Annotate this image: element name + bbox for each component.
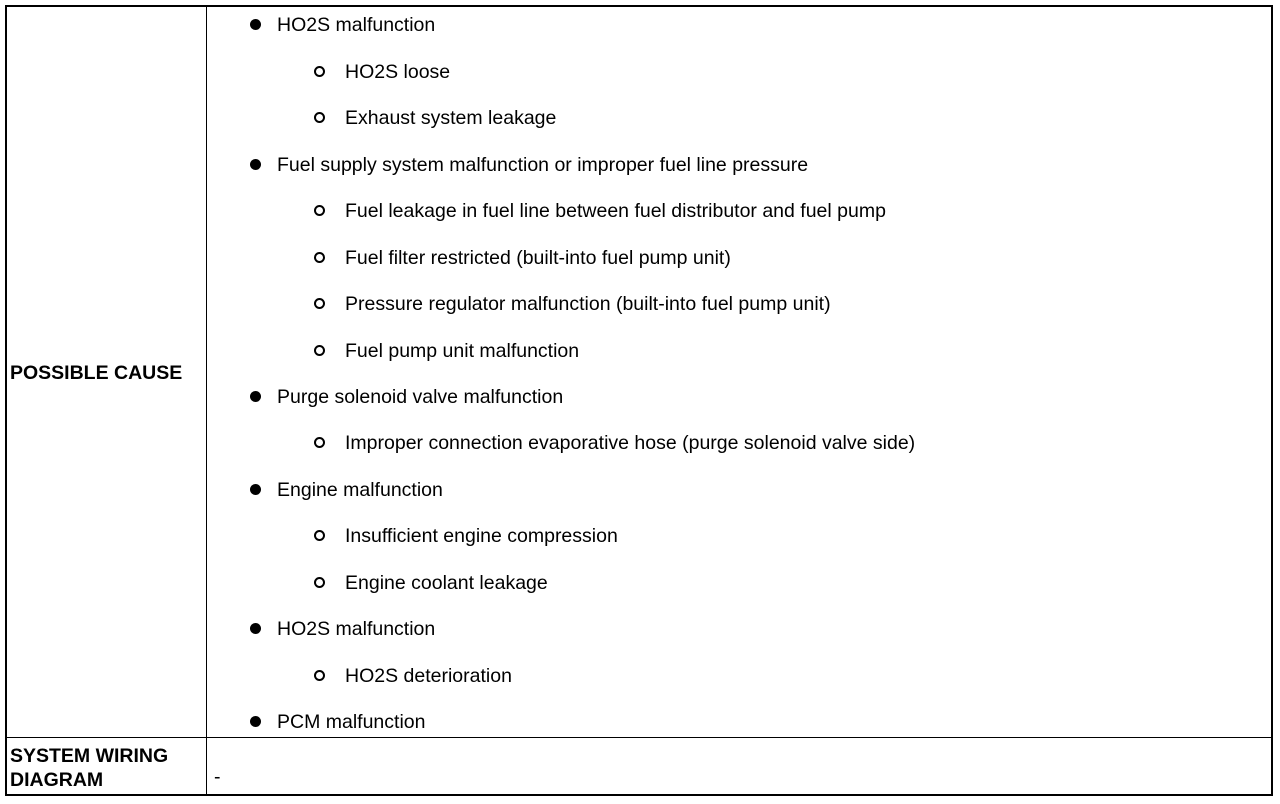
bullet-circle-icon bbox=[314, 437, 325, 448]
list-item bbox=[314, 664, 512, 688]
list-item bbox=[314, 571, 548, 595]
system-wiring-value: - bbox=[214, 766, 221, 788]
bullet-circle-icon bbox=[314, 66, 325, 77]
list-item bbox=[250, 13, 435, 37]
list-item-text: Engine coolant leakage bbox=[345, 572, 548, 594]
list-item bbox=[314, 246, 731, 270]
bullet-disc-icon bbox=[250, 623, 261, 634]
bullet-circle-icon bbox=[314, 577, 325, 588]
list-item-text: Fuel filter restricted (built-into fuel pump unit) bbox=[345, 247, 731, 269]
bullet-disc-icon bbox=[250, 159, 261, 170]
list-item-text: Purge solenoid valve malfunction bbox=[277, 386, 564, 408]
list-item bbox=[314, 199, 886, 223]
list-item-text: Exhaust system leakage bbox=[345, 107, 557, 129]
system-wiring-label-line1: SYSTEM WIRING bbox=[10, 745, 169, 767]
list-item bbox=[250, 153, 808, 177]
list-item bbox=[314, 292, 831, 316]
bullet-circle-icon bbox=[314, 345, 325, 356]
list-item-text: Insufficient engine compression bbox=[345, 525, 618, 547]
list-item bbox=[314, 524, 618, 548]
system-wiring-label bbox=[10, 744, 200, 792]
list-item bbox=[314, 60, 450, 84]
list-item bbox=[250, 710, 425, 734]
list-item-text: Engine malfunction bbox=[277, 479, 443, 501]
list-item-text: HO2S loose bbox=[345, 61, 451, 83]
list-item-text: Fuel supply system malfunction or improper fuel line pressure bbox=[277, 154, 809, 176]
bullet-circle-icon bbox=[314, 205, 325, 216]
list-item-text: PCM malfunction bbox=[277, 711, 426, 733]
list-item-text: Fuel leakage in fuel line between fuel distributor and fuel pump bbox=[345, 200, 886, 222]
bullet-disc-icon bbox=[250, 391, 261, 402]
list-item bbox=[250, 617, 435, 641]
possible-cause-label: POSSIBLE CAUSE bbox=[10, 362, 183, 384]
bullet-disc-icon bbox=[250, 484, 261, 495]
list-item-text: Improper connection evaporative hose (purge solenoid valve side) bbox=[345, 432, 916, 454]
list-item bbox=[250, 385, 563, 409]
possible-cause-list bbox=[7, 7, 1271, 737]
row-divider bbox=[7, 737, 1271, 738]
bullet-circle-icon bbox=[314, 670, 325, 681]
bullet-disc-icon bbox=[250, 716, 261, 727]
list-item-text: HO2S malfunction bbox=[277, 14, 436, 36]
list-item-text: Fuel pump unit malfunction bbox=[345, 340, 580, 362]
bullet-disc-icon bbox=[250, 19, 261, 30]
list-item-text: Pressure regulator malfunction (built-into fuel pump unit) bbox=[345, 293, 831, 315]
list-item bbox=[314, 339, 579, 363]
bullet-circle-icon bbox=[314, 298, 325, 309]
list-item bbox=[250, 478, 443, 502]
bullet-circle-icon bbox=[314, 530, 325, 541]
list-item-text: HO2S deterioration bbox=[345, 665, 512, 687]
bullet-circle-icon bbox=[314, 252, 325, 263]
list-item-text: HO2S malfunction bbox=[277, 618, 436, 640]
list-item bbox=[314, 106, 556, 130]
diagnostic-table bbox=[5, 5, 1273, 796]
bullet-circle-icon bbox=[314, 112, 325, 123]
list-item bbox=[314, 431, 915, 455]
system-wiring-label-line2: DIAGRAM bbox=[10, 769, 104, 791]
